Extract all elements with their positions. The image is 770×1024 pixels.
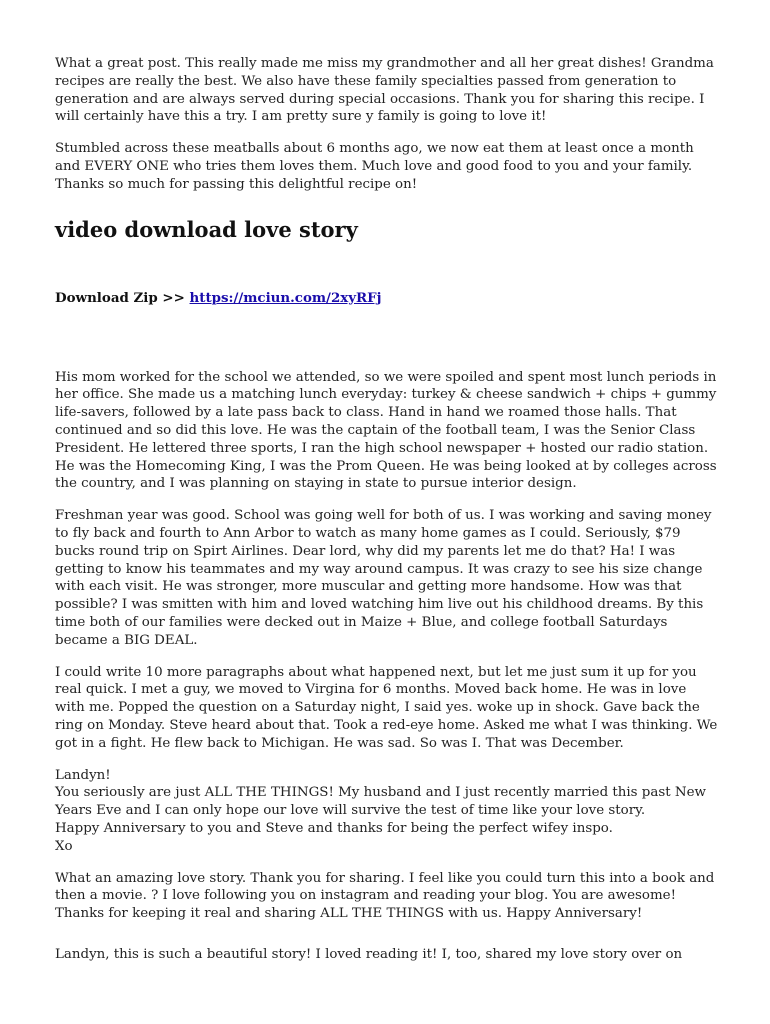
comment-meatballs: Stumbled across these meatballs about 6 months ago, we now eat them at least once a month and EVERY ONE who tries them loves them. Much love and good food to you and your family. Thanks so much for passing this delightful recipe on! bbox=[55, 141, 694, 192]
comment-body: You seriously are just ALL THE THINGS! My husband and I just recently married this past New Years Eve and I can only hope our love will survive the test of time like your love story. bbox=[55, 785, 706, 819]
comment-landyn bbox=[55, 767, 720, 856]
story-paragraph-1: His mom worked for the school we attended, so we were spoiled and spent most lunch periods in her office. She made us a matching lunch everyday: turkey & cheese sandwich + chips + gummy life-savers, followed by a late pass back to class. Hand in hand we roamed those halls. That continued and so did this love. He was the captain of the football team, I was the Senior Class President. He lettered three sports, I ran the high school newspaper + hosted our radio station. He was the Homecoming King, I was the Prom Queen. He was being looked at by colleges across the country, and I was planning on staying in state to pursue interior design. bbox=[55, 369, 717, 492]
page-heading: video download love story bbox=[55, 216, 358, 242]
comment-anniversary: Happy Anniversary to you and Steve and thanks for being the perfect wifey inspo. bbox=[55, 820, 613, 836]
story-paragraph-2: Freshman year was good. School was going well for both of us. I was working and saving money to fly back and fourth to Ann Arbor to watch as many home games as I could. Seriously, $79 bucks round trip on Spirt Airlines. Dear lord, why did my parents let me do that? Ha! I was getting to know his teammates and my way around campus. It was crazy to see his size change with each visit. He was stronger, more muscular and getting more handsome. How was that possible? I was smitten with him and loved watching him live out his childhood dreams. By this time both of our families were decked out in Maize + Blue, and college football Saturdays became a BIG DEAL. bbox=[55, 508, 712, 648]
download-label: Download Zip >> bbox=[55, 289, 185, 306]
comment-signoff: Xo bbox=[55, 838, 73, 854]
comment-grandma-recipes: What a great post. This really made me miss my grandmother and all her great dishes! Grandma recipes are really the best. We also have these family specialties passed from generation to generation and are always served during special occasions. Thank you for sharing this recipe. I will certainly have this a try. I am pretty sure y family is going to love it! bbox=[55, 56, 714, 125]
comment-amazing-story: What an amazing love story. Thank you for sharing. I feel like you could turn this into a book and then a movie. ? I love following you on instagram and reading your blog. You are awesome! Thanks for keeping it real and sharing ALL THE THINGS with us. Happy Anniversary! bbox=[55, 870, 715, 922]
comment-greeting: Landyn! bbox=[55, 767, 111, 783]
story-paragraph-3: I could write 10 more paragraphs about what happened next, but let me just sum it up for you real quick. I met a guy, we moved to Virgina for 6 months. Moved back home. He was in love with me. Popped the question on a Saturday night, I said yes. woke up in shock. Gave back the ring on Monday. Steve heard about that. Took a red-eye home. Asked me what I was thinking. We got in a fight. He flew back to Michigan. He was sad. So was I. That was December. bbox=[55, 664, 718, 751]
download-line bbox=[55, 289, 720, 307]
download-link[interactable]: https://mciun.com/2xyRFj bbox=[189, 289, 382, 306]
document-page bbox=[55, 55, 720, 964]
comment-beautiful-story: Landyn, this is such a beautiful story! I loved reading it! I, too, shared my love story over on bbox=[55, 946, 683, 962]
